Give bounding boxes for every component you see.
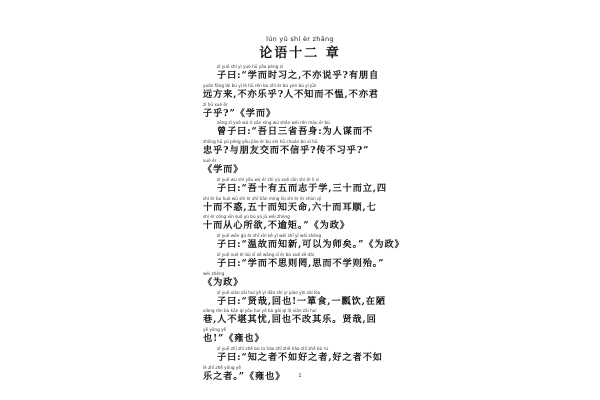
chinese-text: 子曰:“学而不思则罔,思而不学则殆。” [217, 257, 385, 269]
page-number: 1 [298, 373, 302, 379]
pinyin-annotation: shí ér bú huò wǔ shí ér zhī tiān mìng liù shí ér ěr shùn qī [203, 195, 321, 201]
chinese-text: 子曰:“吾十有五而志于学,三十而立,四 [217, 182, 387, 194]
text-line [203, 64, 411, 83]
chinese-text: 也!”《雍也》 [203, 333, 265, 345]
chinese-text: 子乎?”《学而》 [203, 107, 276, 119]
chinese-text: 乐之者。”《雍也》 [203, 370, 286, 382]
text-line [203, 308, 411, 327]
chinese-text: 巷,人不堪其忧,回也不改其乐。贤哉,回 [203, 314, 377, 326]
pinyin-annotation: shí ér cóng xīn suǒ yù bù yú jǔ wéi zhèng [203, 214, 290, 220]
text-line [203, 83, 411, 102]
pinyin-annotation: zǐ hū xué ér [203, 101, 228, 107]
text-line [203, 196, 411, 215]
chinese-text: 曾子曰:“吾日三省吾身:为人谋而不 [217, 126, 373, 138]
pinyin-annotation: lè zhī zhě yōng yě [203, 364, 241, 370]
chinese-text: 十而不惑,五十而知天命,六十而耳顺,七 [203, 201, 377, 213]
pinyin-annotation: xiàng rén bù kān qí yōu huí yě bù gǎi qí lè xián zāi huí [203, 308, 317, 314]
chinese-text: 子曰:“温故而知新,可以为师矣。”《为政》 [217, 239, 405, 251]
text-line [203, 233, 411, 252]
title-pinyin: lún yǔ shí èr zhāng [266, 35, 334, 43]
text-line [203, 177, 411, 196]
page-title: 论语十二 章 [259, 46, 341, 61]
text-line [203, 346, 411, 365]
chinese-text: 忠乎?与朋友交而不信乎?传不习乎?” [203, 145, 370, 157]
chinese-text: 《为政》 [203, 276, 244, 288]
pinyin-annotation: yě yōng yě [203, 327, 227, 333]
pinyin-annotation: zǐ yuē xián zāi huí yě yì dān shí yì piáo yǐn zài lòu [217, 289, 321, 295]
text-line [203, 290, 411, 309]
chinese-text: 子曰:“学而时习之,不亦说乎?有朋自 [217, 70, 380, 81]
pinyin-annotation: zēng zǐ yuē wú rì sān xǐng wú shēn wèi rén móu ér bù [217, 120, 330, 126]
chinese-text: 子曰:“知之者不如好之者,好之者不如 [217, 351, 383, 363]
pinyin-annotation: zǐ yuē zhī zhī zhě bù rú hǎo zhī zhě hǎo zhī zhě bù rú [217, 345, 328, 351]
text-line [203, 102, 411, 121]
pinyin-annotation: zǐ yuē wú shí yǒu wǔ ér zhì yú xué sān shí ér lì sì [217, 176, 320, 182]
text-line [203, 252, 411, 271]
chinese-text: 《学而》 [203, 163, 244, 175]
text-line [203, 158, 411, 177]
text-line [203, 327, 411, 346]
text-line [203, 271, 411, 290]
pinyin-annotation: zǐ yuē shí yì yuè hū yǒu péng zì [217, 64, 283, 69]
pinyin-annotation: wéi zhèng [203, 270, 225, 276]
pinyin-annotation: zhōng hū yǔ péng yǒu jiāo ér bù xìn hū chuán bù xí hū [203, 139, 318, 145]
chinese-text: 十而从心所欲,不逾矩。”《为政》 [203, 220, 350, 232]
chinese-text: 远方来,不亦乐乎?人不知而不愠,不亦君 [203, 88, 379, 100]
text-body [203, 64, 411, 384]
text-line [203, 120, 411, 139]
pinyin-annotation: yuǎn fāng lái bú yì lè hū rén bù zhī ér bù yùn bú yì jūn [203, 82, 317, 88]
chinese-text: 子曰:“贤哉,回也!一箪食,一瓢饮,在陋 [217, 295, 386, 307]
pinyin-annotation: zǐ yuē xué ér bù sī zé wǎng sī ér bù xué zé dài [217, 251, 314, 257]
text-line [203, 139, 411, 158]
pinyin-annotation: zǐ yuē wēn gù ér zhī xīn kě yǐ wéi shī yǐ wéi zhèng [217, 233, 322, 239]
text-line [203, 214, 411, 233]
pinyin-annotation: xué ér [203, 157, 217, 163]
